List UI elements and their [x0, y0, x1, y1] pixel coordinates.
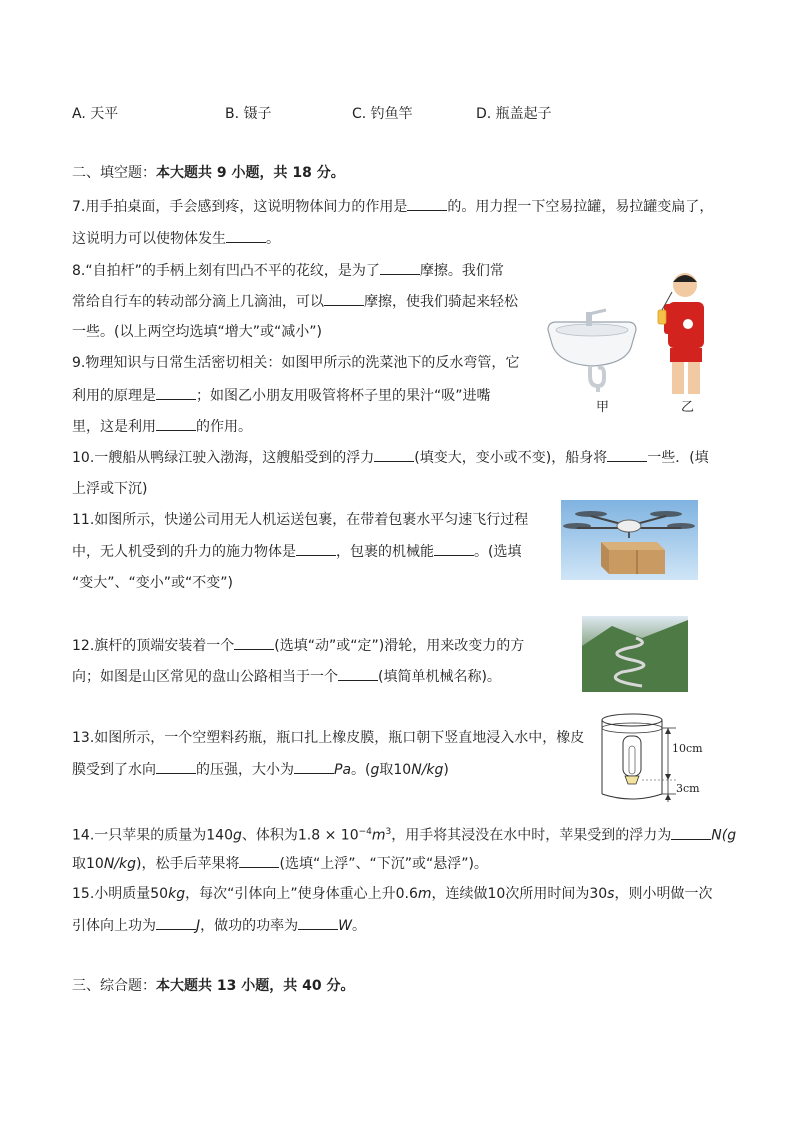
q9-line1: 9.物理知识与日常生活密切相关：如图甲所示的洗菜池下的反水弯管，它 [72, 355, 520, 371]
q14-line2 [72, 853, 488, 874]
q9-figure [540, 270, 720, 415]
answer-blank[interactable] [324, 291, 364, 306]
q15-text: ，每次“引体向上”使身体重心上升0.6 [185, 886, 418, 902]
mountain-road-photo [582, 616, 688, 692]
section-2-header [72, 163, 345, 183]
q9-text: 利用的原理是 [72, 388, 156, 404]
choice-b: B. 镊子 [225, 106, 272, 122]
q14-text: ，用手将其浸没在水中时，苹果受到的浮力为 [391, 827, 672, 844]
answer-blank[interactable] [338, 666, 378, 681]
q15-text: 引体向上功为 [72, 918, 156, 934]
q12-line1 [72, 635, 524, 656]
q9-text: 的作用。 [196, 419, 252, 435]
q15-text: ，则小明做一次 [614, 886, 713, 902]
answer-blank[interactable] [374, 447, 414, 462]
q14-text: 14.一只苹果的质量为140 [72, 827, 233, 844]
q7-text: 7.用手拍桌面，手会感到疼，这说明物体间力的作用是 [72, 199, 408, 215]
q13-figure [598, 710, 708, 806]
q10-line2: 上浮或下沉) [72, 481, 148, 497]
q10-text: 一些．(填 [647, 450, 709, 466]
section-2-prefix: 二、填空题： [72, 165, 156, 181]
choice-a: A. 天平 [72, 106, 119, 122]
unit-m: m [371, 827, 386, 844]
unit-n-per-kg: N/kg [411, 762, 444, 778]
q9-text: 里，这是利用 [72, 419, 156, 435]
unit-j: J [196, 918, 201, 934]
q12-line2 [72, 666, 501, 687]
unit-g: g [233, 827, 242, 844]
answer-blank[interactable] [434, 541, 474, 556]
q15-text: 。 [351, 918, 366, 934]
unit-kg: kg [168, 886, 186, 902]
q11-text: 中，无人机受到的升力的施力物体是 [72, 544, 296, 560]
q8-text: 常给自行车的转动部分滴上几滴油，可以 [72, 294, 324, 310]
q14-text: 、体积为1.8 × 10 [241, 827, 359, 844]
q14-line1 [72, 822, 736, 846]
q7-text: 的。用力捏一下空易拉罐，易拉罐变扁了， [447, 199, 714, 215]
q14-text: (选填“上浮”、“下沉”或“悬浮”)。 [279, 856, 488, 872]
q13-text: 。( [351, 762, 371, 778]
symbol-g: g [370, 762, 380, 778]
q11-line2 [72, 541, 521, 562]
answer-blank[interactable] [156, 416, 196, 431]
section-3-prefix: 三、综合题： [72, 978, 156, 994]
dim-10cm: 10cm [672, 742, 703, 755]
fig-label-yi: 乙 [681, 400, 695, 415]
answer-blank[interactable] [234, 635, 274, 650]
q7-text: 。 [266, 231, 280, 247]
unit-m: m [417, 886, 432, 902]
q12-text: 向；如图是山区常见的盘山公路相当于一个 [72, 669, 338, 685]
drone-photo [561, 500, 698, 580]
q10-line1 [72, 447, 709, 468]
q14-text: N(g [711, 827, 737, 844]
section-3-header [72, 976, 354, 996]
answer-blank[interactable] [380, 260, 420, 275]
q15-text: ，做功的功率为 [200, 918, 299, 934]
q7-line2 [72, 228, 280, 249]
drone-icon [561, 500, 698, 580]
mountain-road-icon [582, 616, 688, 692]
answer-blank[interactable] [671, 825, 711, 840]
q15-line1 [72, 884, 712, 904]
q13-text: 的压强，大小为 [196, 762, 294, 778]
q8-text: 摩擦，使我们骑起来轻松 [364, 294, 518, 310]
choice-d: D. 瓶盖起子 [476, 106, 552, 122]
q12-text: (填简单机械名称)。 [378, 669, 501, 685]
q13-line2 [72, 759, 449, 780]
q10-text: 10.一艘船从鸭绿江驶入渤海，这艘船受到的浮力 [72, 450, 375, 466]
q7-text: 这说明力可以使物体发生 [72, 231, 226, 247]
unit-pa: Pa [334, 762, 352, 778]
answer-blank[interactable] [298, 915, 338, 930]
section-3-title: 本大题共 13 小题，共 40 分。 [156, 978, 355, 994]
q11-text: ，包裹的机械能 [336, 544, 434, 560]
q8-text: 摩擦。我们常 [419, 263, 504, 279]
answer-blank[interactable] [294, 759, 334, 774]
answer-blank[interactable] [156, 915, 196, 930]
q7-line1 [72, 196, 713, 217]
q15-text: ，连续做10次所用时间为30 [431, 886, 608, 902]
exponent: 3 [385, 827, 392, 837]
q15-text: 15.小明质量50 [72, 886, 169, 902]
q8-line1 [72, 260, 504, 281]
answer-blank[interactable] [239, 853, 279, 868]
q13-line1: 13.如图所示，一个空塑料药瓶，瓶口扎上橡皮膜，瓶口朝下竖直地浸入水中，橡皮 [72, 730, 585, 746]
q8-line2 [72, 291, 518, 312]
q12-text: (选填“动”或“定”)滑轮，用来改变力的方 [274, 638, 525, 654]
answer-blank[interactable] [407, 196, 447, 211]
exponent: −4 [358, 827, 372, 837]
unit-s: s [607, 886, 615, 902]
q13-text: 取10 [379, 762, 412, 778]
q8-line3: 一些。(以上两空均选填“增大”或“减小”) [72, 324, 322, 340]
q13-text: ) [443, 762, 449, 778]
answer-blank[interactable] [296, 541, 336, 556]
q13-text: 膜受到了水向 [72, 762, 156, 778]
q9-text: ；如图乙小朋友用吸管将杯子里的果汁“吸”进嘴 [196, 388, 491, 404]
q11-text: 。(选填 [474, 544, 522, 560]
q14-text: 取10 [72, 856, 104, 872]
answer-blank[interactable] [607, 447, 647, 462]
q11-line3: “变大”、“变小”或“不变”) [72, 575, 233, 591]
dim-3cm: 3cm [676, 782, 700, 795]
q15-line2 [72, 915, 366, 936]
q10-text: (填变大，变小或不变)，船身将 [414, 450, 608, 466]
q12-text: 12.旗杆的顶端安装着一个 [72, 638, 235, 654]
answer-blank[interactable] [156, 385, 196, 400]
answer-blank[interactable] [226, 228, 266, 243]
fig-label-jia: 甲 [596, 400, 610, 415]
unit-w: W [338, 918, 352, 934]
q14-text: )，松手后苹果将 [136, 856, 240, 872]
unit-n-per-kg: N/kg [103, 856, 137, 872]
q8-text: 8.“自拍杆”的手柄上刻有凹凸不平的花纹，是为了 [72, 263, 380, 279]
q9-line3 [72, 416, 252, 437]
choice-c: C. 钓鱼竿 [352, 106, 413, 122]
q9-line2 [72, 385, 491, 406]
section-2-title: 本大题共 9 小题，共 18 分。 [156, 165, 345, 181]
sink-and-boy-illustration [540, 270, 720, 415]
q11-line1: 11.如图所示，快递公司用无人机运送包裹，在带着包裹水平匀速飞行过程 [72, 512, 529, 528]
answer-blank[interactable] [156, 759, 196, 774]
